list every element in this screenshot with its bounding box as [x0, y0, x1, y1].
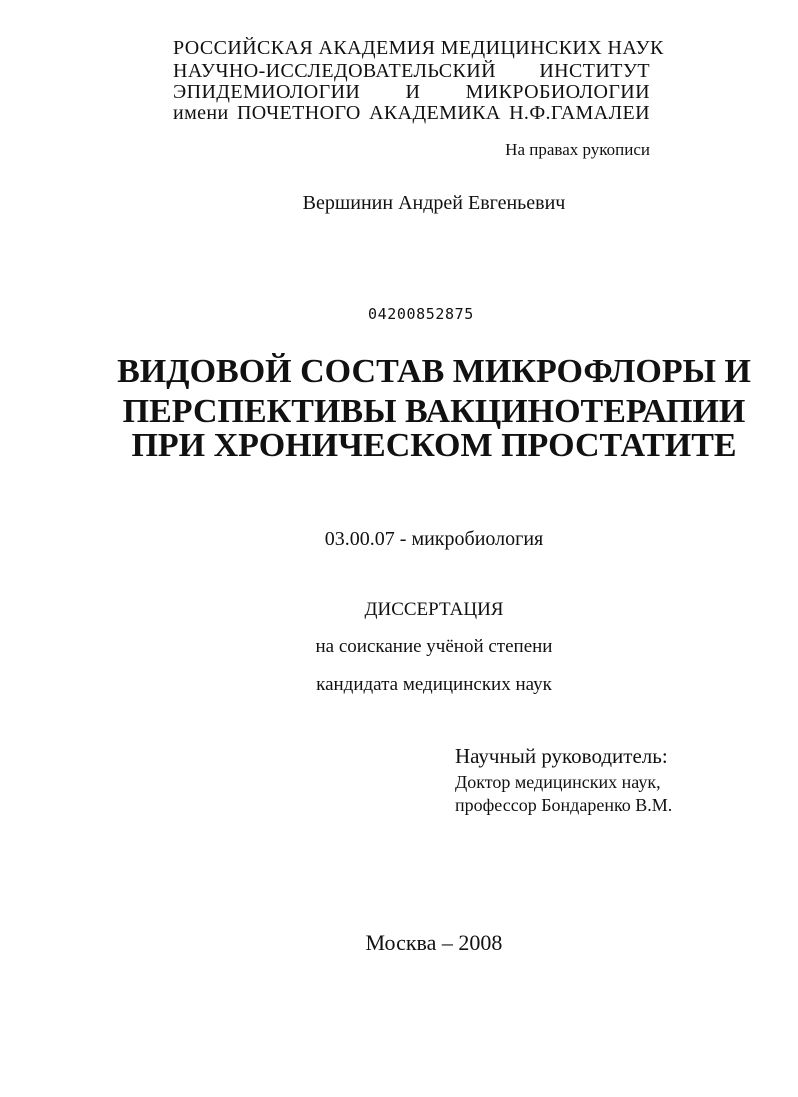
degree-line: на соискание учёной степени — [315, 636, 553, 657]
city-year: Москва – 2008 — [365, 930, 503, 955]
dissertation-title-line: ВИДОВОЙ СОСТАВ МИКРОФЛОРЫ И — [117, 353, 751, 390]
dissertation-title-line: ПРИ ХРОНИЧЕСКОМ ПРОСТАТИТЕ — [131, 427, 737, 464]
supervisor-line: Доктор медицинских наук, — [455, 772, 661, 792]
institution-line: ЭПИДЕМИОЛОГИИ И МИКРОБИОЛОГИИ — [173, 81, 650, 103]
dissertation-label: ДИССЕРТАЦИЯ — [364, 599, 504, 620]
supervisor-line: профессор Бондаренко В.М. — [455, 795, 673, 815]
specialty: 03.00.07 - микробиология — [324, 528, 544, 550]
dissertation-title-line: ПЕРСПЕКТИВЫ ВАКЦИНОТЕРАПИИ — [122, 393, 746, 430]
author-name: Вершинин Андрей Евгеньевич — [302, 192, 566, 214]
institution-line: НАУЧНО-ИССЛЕДОВАТЕЛЬСКИЙ ИНСТИТУТ — [173, 60, 650, 82]
supervisor-heading: Научный руководитель: — [455, 744, 668, 768]
institution-line: имени ПОЧЕТНОГО АКАДЕМИКА Н.Ф.ГАМАЛЕИ — [173, 102, 650, 124]
institution-line: РОССИЙСКАЯ АКАДЕМИЯ МЕДИЦИНСКИХ НАУК — [173, 37, 664, 59]
manuscript-note: На правах рукописи — [505, 140, 650, 159]
catalog-code: 04200852875 — [368, 305, 474, 323]
degree-line: кандидата медицинских наук — [316, 674, 552, 695]
